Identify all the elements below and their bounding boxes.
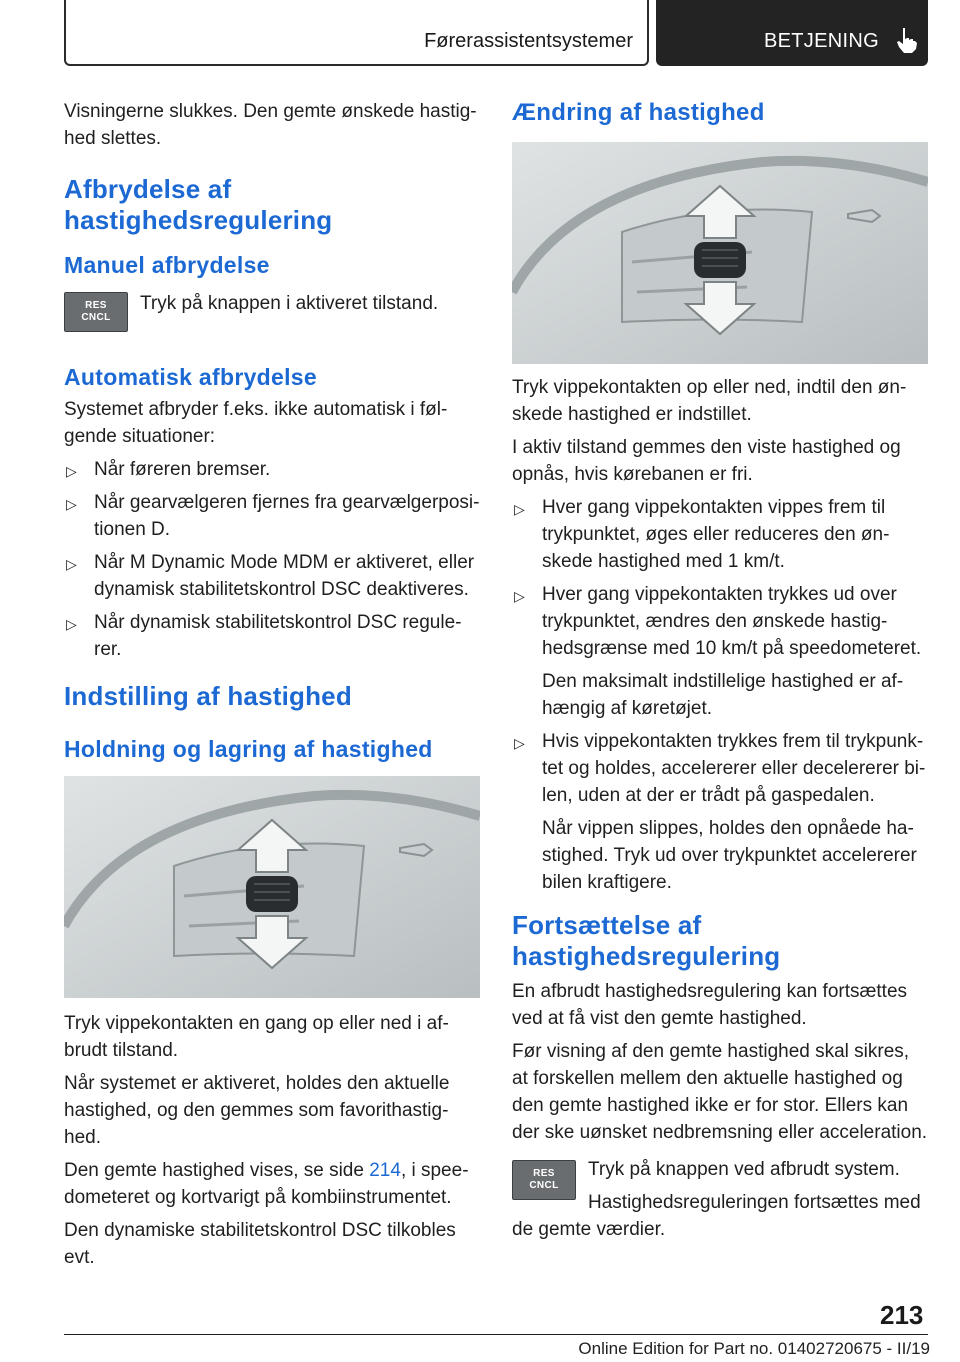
res-cncl-row bbox=[64, 290, 482, 354]
triangle-bullet-icon: ▷ bbox=[514, 735, 525, 751]
aendring-p2: I aktiv tilstand gemmes den viste hastighed og opnås, hvis kørebanen er fri. bbox=[512, 437, 901, 485]
header-section-tab bbox=[64, 0, 649, 66]
heading-manuel-afbrydelse: Manuel afbrydelse bbox=[64, 252, 270, 278]
aendring-bullet-list-2 bbox=[512, 728, 930, 809]
holdning-p2: Når systemet er aktiveret, holdes den aktuelle hastighed, og den gemmes som favorithastig-hed. bbox=[64, 1073, 450, 1148]
bullet-text: Hver gang vippekontakten vippes frem til trykpunktet, øges eller reduceres den øn-skede hastighed med 1 km/t. bbox=[542, 497, 890, 572]
triangle-bullet-icon: ▷ bbox=[66, 556, 77, 572]
bullet-text: Når gearvælgeren fjernes fra gearvælgerposi-tionen D. bbox=[94, 492, 480, 540]
intro-text: Visningerne slukkes. Den gemte ønskede hastig-hed slettes. bbox=[64, 101, 477, 149]
left-column bbox=[64, 98, 482, 1277]
res-cncl-button-icon bbox=[64, 292, 128, 332]
footer-edition-text: Online Edition for Part no. 01402720675 - II/19 bbox=[578, 1339, 930, 1358]
btn-text-2: Hastighedsreguleringen fortsættes med de gemte værdier. bbox=[512, 1192, 921, 1240]
header-section-title: Førerassistentsystemer bbox=[424, 30, 633, 52]
triangle-bullet-icon: ▷ bbox=[66, 496, 77, 512]
heading-indstilling: Indstilling af hastighed bbox=[64, 681, 352, 711]
res-cncl-button-icon bbox=[512, 1160, 576, 1200]
steering-wheel-illustration bbox=[64, 776, 480, 998]
list-item bbox=[512, 494, 930, 575]
page-reference-link[interactable]: 214 bbox=[369, 1160, 401, 1181]
pointing-hand-icon bbox=[894, 26, 920, 54]
heading-automatisk-afbrydelse: Automatisk afbrydelse bbox=[64, 364, 317, 390]
holdning-p1: Tryk vippekontakten en gang op eller ned i af-brudt tilstand. bbox=[64, 1013, 449, 1061]
aendring-bullet-list bbox=[512, 494, 930, 662]
list-item bbox=[512, 581, 930, 662]
bullet-text: Når M Dynamic Mode MDM er aktiveret, eller dynamisk stabilitetskontrol DSC deaktiveres. bbox=[94, 552, 475, 600]
list-item bbox=[64, 489, 482, 543]
auto-intro-text: Systemet afbryder f.eks. ikke automatisk i føl-gende situationer: bbox=[64, 399, 448, 447]
steering-wheel-rocker-image bbox=[64, 776, 480, 998]
holdning-p3 bbox=[64, 1157, 482, 1211]
header-chapter-tab bbox=[656, 0, 928, 66]
bullet-text: Hver gang vippekontakten trykkes ud over trykpunktet, ændres den ønskede hastig-hedsgrænse med 10 km/t på speedometeret. bbox=[542, 584, 922, 659]
bullet-text: Når føreren bremser. bbox=[94, 459, 271, 480]
cncl-label: CNCL bbox=[81, 312, 111, 323]
aendring-p1: Tryk vippekontakten op eller ned, indtil den øn-skede hastighed er indstillet. bbox=[512, 377, 907, 425]
p3-text-a: Den gemte hastighed vises, se side bbox=[64, 1160, 370, 1181]
list-item bbox=[512, 728, 930, 809]
bullet-sub-text: Når vippen slippes, holdes den opnåede ha-stighed. Tryk ud over trykpunktet accelererer bilen kraftigere. bbox=[542, 818, 917, 893]
footer-divider bbox=[64, 1334, 928, 1335]
fortsaettelse-p1: En afbrudt hastighedsregulering kan fortsættes ved at få vist den gemte hastighed. bbox=[512, 981, 908, 1029]
steering-wheel-rocker-image bbox=[512, 142, 928, 364]
heading-fortsaettelse: Fortsættelse af hastighedsregulering bbox=[512, 910, 781, 971]
triangle-bullet-icon: ▷ bbox=[514, 501, 525, 517]
heading-aendring: Ændring af hastighed bbox=[512, 99, 765, 126]
res-label: RES bbox=[85, 300, 107, 311]
header-chapter-title: BETJENING bbox=[764, 30, 879, 52]
list-item bbox=[64, 456, 482, 483]
res-label: RES bbox=[533, 1168, 555, 1179]
bullet-sub-text: Den maksimalt indstillelige hastighed er af-hængig af køretøjet. bbox=[542, 671, 904, 719]
bullet-text: Hvis vippekontakten trykkes frem til trykpunk-tet og holdes, accelererer eller decelererer bi-len, uden at der er trådt på gaspedalen. bbox=[542, 731, 926, 806]
heading-afbrydelse: Afbrydelse af hastighedsregulering bbox=[64, 174, 333, 235]
holdning-p4: Den dynamiske stabilitetskontrol DSC tilkobles evt. bbox=[64, 1220, 456, 1268]
triangle-bullet-icon: ▷ bbox=[514, 588, 525, 604]
page-number: 213 bbox=[880, 1300, 924, 1330]
fortsaettelse-p2: Før visning af den gemte hastighed skal sikres, at forskellen mellem den aktuelle hastighed og den gemte hastighed ikke er for stor. Ellers kan der ske uønsket nedbremsning eller acceleration. bbox=[512, 1041, 928, 1143]
p3-text-b: , i spee-dometeret og kortvarigt på kombiinstrumentet. bbox=[64, 1160, 469, 1208]
steering-wheel-illustration bbox=[512, 142, 928, 364]
bullet-text: Når dynamisk stabilitetskontrol DSC regule-rer. bbox=[94, 612, 462, 660]
cncl-label: CNCL bbox=[529, 1180, 559, 1191]
res-cncl-row bbox=[512, 1156, 930, 1243]
list-item bbox=[64, 609, 482, 663]
manuel-text: Tryk på knappen i aktiveret tilstand. bbox=[140, 293, 439, 314]
list-item bbox=[64, 549, 482, 603]
heading-holdning: Holdning og lagring af hastighed bbox=[64, 736, 433, 762]
right-column bbox=[512, 98, 930, 1249]
triangle-bullet-icon: ▷ bbox=[66, 463, 77, 479]
triangle-bullet-icon: ▷ bbox=[66, 616, 77, 632]
btn-text-1: Tryk på knappen ved afbrudt system. bbox=[588, 1159, 900, 1180]
auto-bullet-list bbox=[64, 456, 482, 663]
